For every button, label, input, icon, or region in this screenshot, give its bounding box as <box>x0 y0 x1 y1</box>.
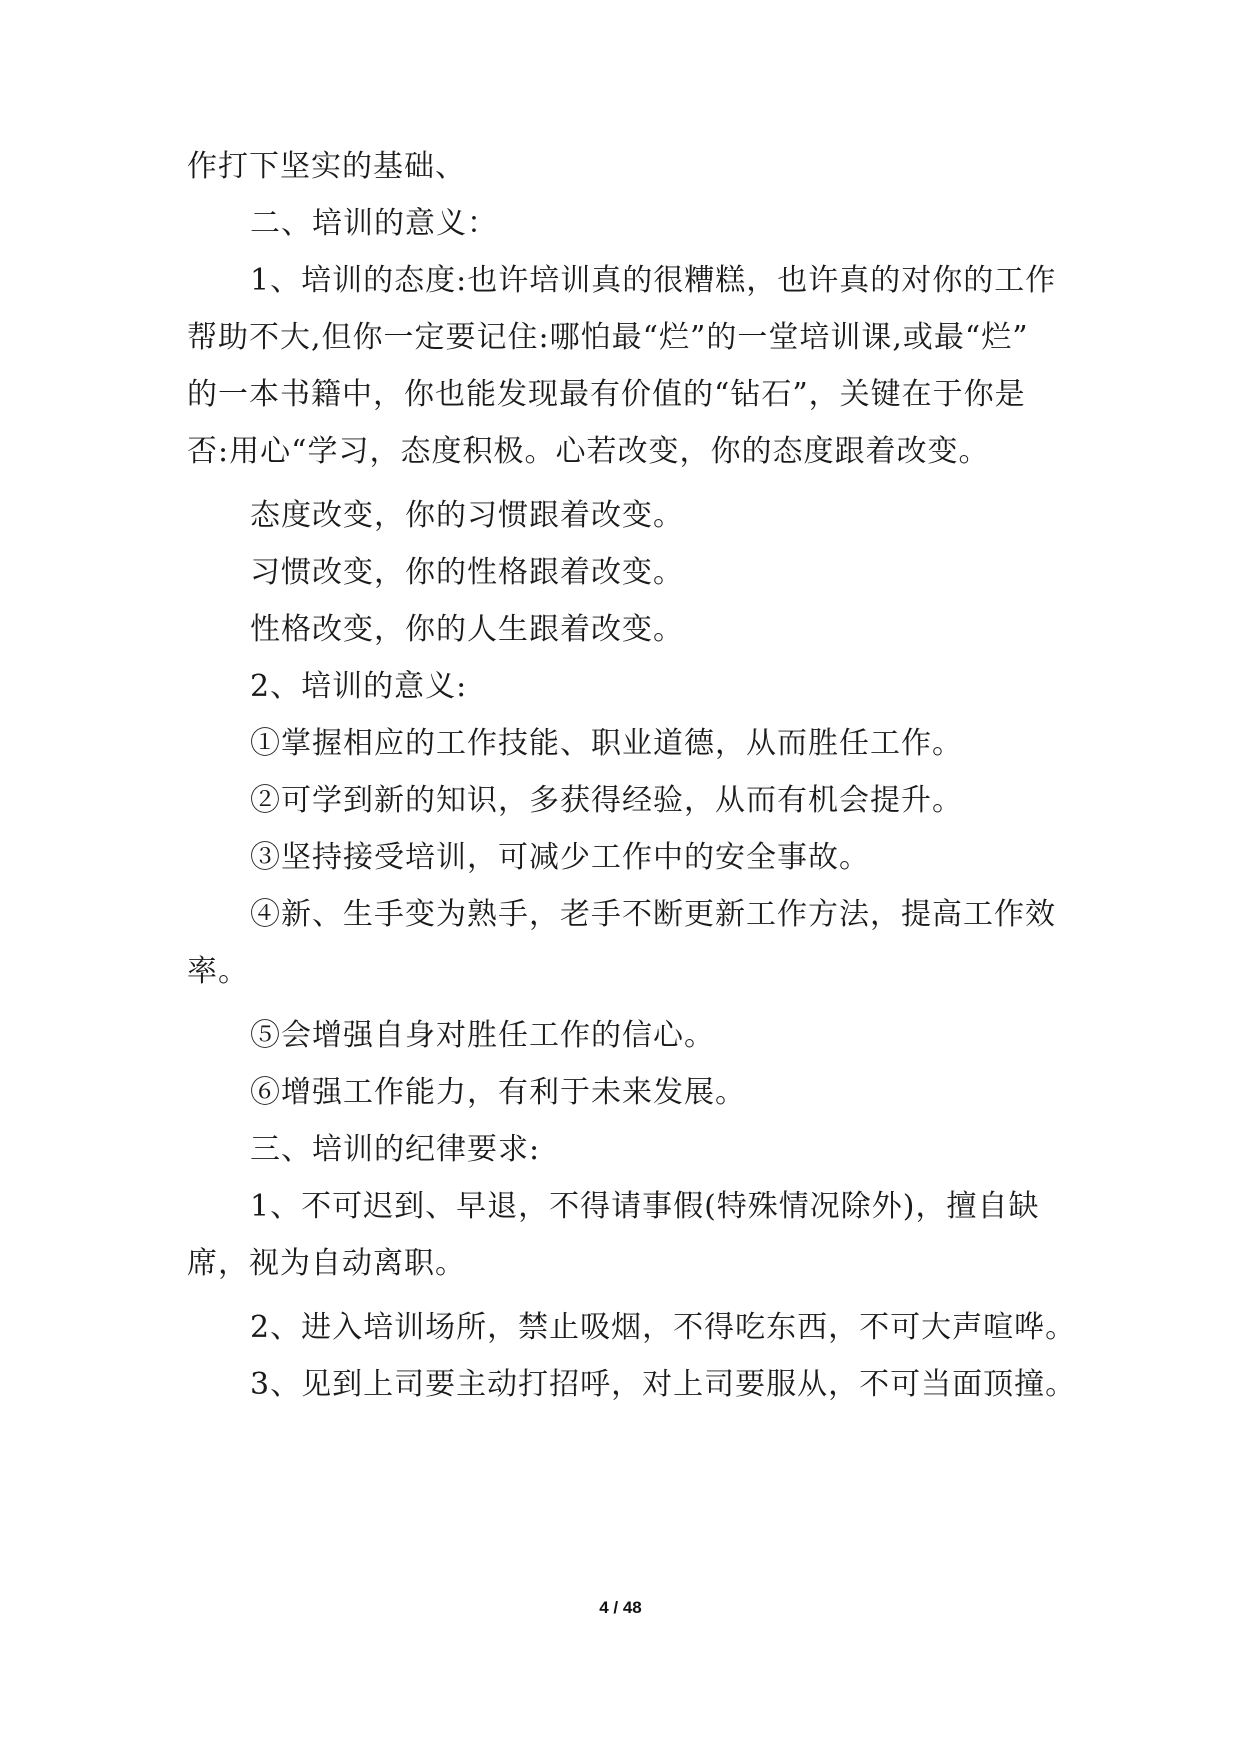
text-line: 1、不可迟到、早退，不得请事假(特殊情况除外)，擅自缺 <box>250 1189 1040 1224</box>
list-item: ④新、生手变为熟手，老手不断更新工作方法，提高工作效 <box>250 897 1056 932</box>
section-heading: 三、培训的纪律要求: <box>250 1132 541 1167</box>
list-item: ③坚持接受培训，可减少工作中的安全事故。 <box>250 840 870 875</box>
text-line: 否:用心“学习，态度积极。心若改变，你的态度跟着改变。 <box>187 434 990 469</box>
text-line: 2、进入培训场所，禁止吸烟，不得吃东西，不可大声喧哗。 <box>250 1310 1077 1345</box>
page-number: 4 / 48 <box>599 1598 642 1617</box>
text-line: 习惯改变，你的性格跟着改变。 <box>250 555 684 590</box>
text-line: 性格改变，你的人生跟着改变。 <box>250 612 684 647</box>
text-line: 作打下坚实的基础、 <box>187 149 466 184</box>
text-line: 的一本书籍中，你也能发现最有价值的“钻石”，关键在于你是 <box>187 377 1026 412</box>
section-heading: 二、培训的意义： <box>250 206 498 241</box>
text-line: 帮助不大,但你一定要记住:哪怕最“烂”的一堂培训课,或最“烂” <box>187 320 1029 355</box>
list-item: ⑤会增强自身对胜任工作的信心。 <box>250 1018 715 1053</box>
list-item: ①掌握相应的工作技能、职业道德，从而胜任工作。 <box>250 726 963 761</box>
list-item: ②可学到新的知识，多获得经验，从而有机会提升。 <box>250 783 963 818</box>
text-line: 席，视为自动离职。 <box>187 1246 466 1281</box>
list-item: ⑥增强工作能力，有利于未来发展。 <box>250 1075 746 1110</box>
text-line: 态度改变，你的习惯跟着改变。 <box>250 498 684 533</box>
text-line: 3、见到上司要主动打招呼，对上司要服从，不可当面顶撞。 <box>250 1367 1077 1402</box>
list-item-continuation: 率。 <box>187 954 249 989</box>
text-line: 1、培训的态度:也许培训真的很糟糕，也许真的对你的工作 <box>250 263 1057 298</box>
subsection-heading: 2、培训的意义: <box>250 669 468 704</box>
